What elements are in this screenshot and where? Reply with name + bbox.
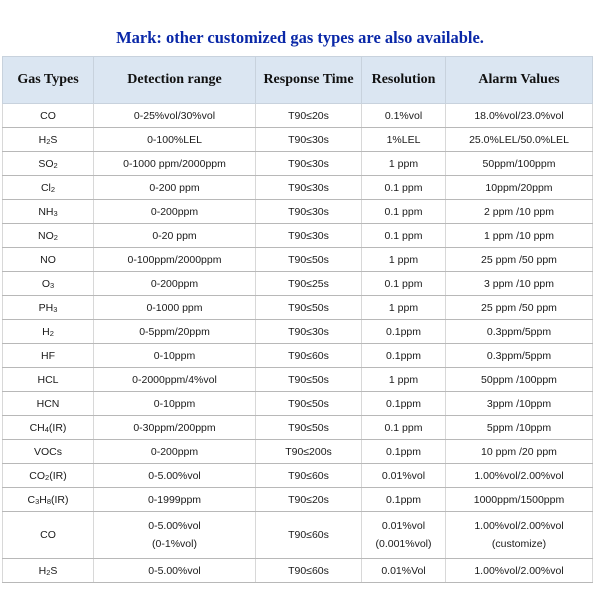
gas-formula-text: S [50, 564, 58, 577]
gas-type-cell [3, 176, 94, 200]
alarm-values-cell-line: (customize) [491, 538, 547, 550]
gas-type-cell [3, 248, 94, 272]
table-row [3, 392, 593, 416]
gas-type-cell [3, 272, 94, 296]
alarm-values-cell [446, 512, 593, 559]
detection-range-cell [94, 392, 256, 416]
resolution-cell-line: 0.1 ppm [384, 205, 423, 218]
resolution-cell-line: 0.1 ppm [384, 277, 423, 290]
detection-range-cell [94, 248, 256, 272]
gas-formula-text: H [42, 325, 50, 338]
table-row [3, 368, 593, 392]
gas-formula-text: (IR) [49, 469, 67, 482]
detection-range-cell [94, 416, 256, 440]
gas-type-cell [3, 512, 94, 559]
detection-range-cell [94, 344, 256, 368]
gas-formula-subscript: 2 [50, 184, 56, 194]
gas-formula-text: NH [38, 205, 54, 218]
gas-formula-text: (IR) [51, 493, 69, 506]
gas-formula-subscript: 3 [35, 496, 40, 506]
detection-range-cell-line: 0-1999ppm [147, 493, 202, 506]
gas-formula-text: CO [40, 529, 56, 541]
alarm-values-cell [446, 104, 593, 128]
detection-range-cell-line: 0-1000 ppm [146, 301, 203, 314]
detection-range-cell [94, 224, 256, 248]
gas-type-cell [3, 200, 94, 224]
detection-range-cell [94, 296, 256, 320]
table-row [3, 488, 593, 512]
alarm-values-cell [446, 272, 593, 296]
resolution-cell-line: 0.1 ppm [384, 181, 423, 194]
alarm-values-cell [446, 152, 593, 176]
gas-type-cell [3, 440, 94, 464]
alarm-values-cell [446, 320, 593, 344]
detection-range-cell [94, 104, 256, 128]
resolution-cell-line: 0.1ppm [385, 325, 422, 338]
gas-formula-subscript: 2 [46, 567, 51, 577]
alarm-values-cell-line: 3 ppm /10 ppm [483, 277, 555, 290]
alarm-values-cell [446, 559, 593, 583]
table-row [3, 320, 593, 344]
gas-type-cell [3, 224, 94, 248]
resolution-cell [362, 368, 446, 392]
alarm-values-cell [446, 368, 593, 392]
resolution-cell [362, 104, 446, 128]
gas-formula-subscript: 8 [46, 496, 52, 506]
detection-range-cell-line: 0-25%vol/30%vol [133, 109, 216, 122]
gas-formula-text: H [38, 564, 47, 577]
resolution-cell [362, 559, 446, 583]
response-time-cell: T90≤60s [256, 512, 362, 559]
page-note: Mark: other customized gas types are also available. [116, 28, 484, 47]
detection-range-cell-line: 0-5.00%vol [148, 469, 201, 482]
resolution-cell [362, 320, 446, 344]
table-body [3, 104, 593, 583]
header-resolution: Resolution [362, 57, 446, 104]
gas-type-cell [3, 344, 94, 368]
header-response-time: Response Time [256, 57, 362, 104]
gas-formula-text: CH [29, 421, 45, 434]
gas-type-cell [3, 296, 94, 320]
resolution-cell [362, 176, 446, 200]
detection-range-cell-line: 0-10ppm [153, 397, 196, 410]
detection-range-cell-line: 0-2000ppm/4%vol [132, 373, 217, 386]
gas-formula-text: PH [38, 301, 54, 314]
resolution-cell-line: 0.01%vol [381, 469, 426, 482]
resolution-cell-line: 0.1ppm [385, 349, 422, 362]
detection-range-cell [94, 200, 256, 224]
detection-range-cell-line: 0-5.00%vol [148, 564, 201, 577]
gas-formula-text: (IR) [48, 421, 67, 434]
resolution-cell [362, 488, 446, 512]
resolution-cell-line: 1 ppm [388, 301, 419, 314]
response-time-cell: T90≤50s [256, 248, 362, 272]
gas-formula-text: HF [41, 349, 55, 362]
resolution-cell-line: 1%LEL [386, 133, 421, 146]
resolution-cell-line: 0.1%vol [384, 109, 423, 122]
gas-formula-subscript: 2 [46, 136, 51, 146]
detection-range-cell [94, 512, 256, 559]
resolution-cell-line: 0.01%Vol [381, 564, 426, 577]
resolution-cell [362, 344, 446, 368]
alarm-values-cell [446, 224, 593, 248]
alarm-values-cell-line: 18.0%vol/23.0%vol [474, 109, 564, 122]
response-time-cell: T90≤60s [256, 464, 362, 488]
detection-range-cell-line: 0-5.00%vol [148, 520, 201, 532]
alarm-values-cell-line: 25 ppm /50 ppm [481, 301, 557, 314]
response-time-cell: T90≤20s [256, 488, 362, 512]
table-row [3, 128, 593, 152]
gas-formula-text: NO [38, 229, 54, 242]
resolution-cell-line: 1 ppm [388, 253, 419, 266]
detection-range-cell [94, 464, 256, 488]
detection-range-cell [94, 272, 256, 296]
detection-range-cell [94, 368, 256, 392]
resolution-cell [362, 416, 446, 440]
table-header-row [3, 57, 593, 104]
response-time-cell: T90≤60s [256, 344, 362, 368]
alarm-values-cell [446, 176, 593, 200]
detection-range-cell-line: 0-200ppm [150, 445, 199, 458]
gas-formula-subscript: 3 [50, 280, 55, 290]
gas-type-cell [3, 488, 94, 512]
header-alarm-values: Alarm Values [446, 57, 593, 104]
resolution-cell-line: 0.1ppm [385, 445, 422, 458]
response-time-cell: T90≤50s [256, 392, 362, 416]
response-time-cell: T90≤50s [256, 296, 362, 320]
resolution-cell-line: 0.1 ppm [384, 421, 423, 434]
alarm-values-cell [446, 248, 593, 272]
alarm-values-cell-line: 3ppm /10ppm [486, 397, 552, 410]
response-time-cell: T90≤30s [256, 176, 362, 200]
resolution-cell [362, 464, 446, 488]
alarm-values-cell [446, 296, 593, 320]
resolution-cell-line: 1 ppm [388, 157, 419, 170]
detection-range-cell-line: (0-1%vol) [152, 538, 197, 550]
resolution-cell-line: (0.001%vol) [375, 538, 432, 550]
table-row [3, 440, 593, 464]
gas-formula-text: O [41, 277, 50, 290]
response-time-cell: T90≤50s [256, 368, 362, 392]
resolution-cell [362, 248, 446, 272]
gas-formula-text: CO [40, 109, 56, 122]
alarm-values-cell [446, 128, 593, 152]
gas-type-cell [3, 392, 94, 416]
alarm-values-cell [446, 440, 593, 464]
detection-range-cell [94, 488, 256, 512]
alarm-values-cell [446, 488, 593, 512]
resolution-cell-line: 1 ppm [388, 373, 419, 386]
alarm-values-cell [446, 464, 593, 488]
resolution-cell [362, 272, 446, 296]
detection-range-cell [94, 152, 256, 176]
alarm-values-cell [446, 200, 593, 224]
detection-range-cell [94, 440, 256, 464]
gas-type-cell [3, 152, 94, 176]
response-time-cell: T90≤50s [256, 416, 362, 440]
gas-formula-text: NO [40, 253, 56, 266]
gas-formula-text: VOCs [33, 445, 62, 458]
gas-formula-subscript: 2 [49, 328, 54, 338]
table-row [3, 559, 593, 583]
detection-range-cell-line: 0-200 ppm [149, 181, 200, 194]
gas-formula-subscript: 2 [45, 472, 50, 482]
resolution-cell [362, 392, 446, 416]
gas-spec-table [2, 56, 593, 583]
header-detection-range: Detection range [94, 57, 256, 104]
gas-formula-subscript: 2 [53, 160, 58, 170]
gas-type-cell [3, 464, 94, 488]
detection-range-cell [94, 559, 256, 583]
detection-range-cell-line: 0-5ppm/20ppm [139, 325, 210, 338]
response-time-cell: T90≤25s [256, 272, 362, 296]
alarm-values-cell-line: 0.3ppm/5ppm [486, 325, 552, 338]
gas-formula-subscript: 3 [53, 208, 58, 218]
response-time-cell: T90≤30s [256, 128, 362, 152]
resolution-cell-line: 0.1ppm [385, 397, 422, 410]
table-row [3, 248, 593, 272]
gas-formula-subscript: 2 [53, 232, 58, 242]
header-gas-types: Gas Types [3, 57, 94, 104]
detection-range-cell [94, 128, 256, 152]
detection-range-cell [94, 320, 256, 344]
table-row [3, 296, 593, 320]
detection-range-cell-line: 0-100%LEL [147, 133, 202, 146]
gas-type-cell [3, 128, 94, 152]
response-time-cell: T90≤30s [256, 200, 362, 224]
table-row [3, 464, 593, 488]
table-row [3, 200, 593, 224]
detection-range-cell-line: 0-100ppm/2000ppm [127, 253, 222, 266]
alarm-values-cell-line: 10 ppm /20 ppm [481, 445, 557, 458]
alarm-values-cell-line: 1.00%vol/2.00%vol [474, 469, 564, 482]
detection-range-cell-line: 0-30ppm/200ppm [133, 421, 216, 434]
gas-formula-subscript: 4 [44, 424, 49, 434]
table-row [3, 416, 593, 440]
alarm-values-cell [446, 344, 593, 368]
resolution-cell-line: 0.01%vol [381, 520, 426, 532]
alarm-values-cell-line: 2 ppm /10 ppm [483, 205, 555, 218]
response-time-cell: T90≤60s [256, 559, 362, 583]
gas-formula-subscript: 3 [53, 304, 58, 314]
detection-range-cell [94, 176, 256, 200]
table-row [3, 272, 593, 296]
detection-range-cell-line: 0-200ppm [150, 205, 199, 218]
gas-type-cell [3, 320, 94, 344]
gas-type-cell [3, 559, 94, 583]
resolution-cell [362, 440, 446, 464]
gas-type-cell [3, 416, 94, 440]
table-row [3, 104, 593, 128]
alarm-values-cell-line: 50ppm/100ppm [482, 157, 556, 170]
alarm-values-cell-line: 10ppm/20ppm [485, 181, 553, 194]
response-time-cell: T90≤30s [256, 224, 362, 248]
gas-formula-text: SO [38, 157, 54, 170]
gas-formula-text: Cl [40, 181, 51, 194]
alarm-values-cell-line: 50ppm /100ppm [481, 373, 557, 386]
alarm-values-cell-line: 1 ppm /10 ppm [483, 229, 555, 242]
detection-range-cell-line: 0-20 ppm [152, 229, 197, 242]
resolution-cell [362, 296, 446, 320]
gas-formula-text: H [38, 133, 47, 146]
resolution-cell [362, 152, 446, 176]
alarm-values-cell [446, 392, 593, 416]
alarm-values-cell-line: 1000ppm/1500ppm [473, 493, 565, 506]
detection-range-cell-line: 0-10ppm [153, 349, 196, 362]
table-row [3, 344, 593, 368]
alarm-values-cell-line: 25.0%LEL/50.0%LEL [469, 133, 569, 146]
gas-formula-text: H [39, 493, 47, 506]
response-time-cell: T90≤20s [256, 104, 362, 128]
table-row [3, 512, 593, 559]
alarm-values-cell-line: 0.3ppm/5ppm [486, 349, 552, 362]
resolution-cell-line: 0.1ppm [385, 493, 422, 506]
gas-formula-text: HCN [36, 397, 60, 410]
response-time-cell: T90≤30s [256, 152, 362, 176]
resolution-cell-line: 0.1 ppm [384, 229, 423, 242]
gas-type-cell [3, 368, 94, 392]
gas-type-cell [3, 104, 94, 128]
alarm-values-cell [446, 416, 593, 440]
resolution-cell [362, 224, 446, 248]
gas-formula-text: CO [29, 469, 46, 482]
gas-formula-text: S [50, 133, 58, 146]
response-time-cell: T90≤30s [256, 320, 362, 344]
alarm-values-cell-line: 1.00%vol/2.00%vol [474, 520, 564, 532]
resolution-cell [362, 512, 446, 559]
table-row [3, 176, 593, 200]
detection-range-cell-line: 0-200ppm [150, 277, 199, 290]
gas-formula-text: HCL [37, 373, 59, 386]
response-time-cell: T90≤200s [256, 440, 362, 464]
detection-range-cell-line: 0-1000 ppm/2000ppm [123, 157, 226, 170]
gas-formula-text: C [27, 493, 36, 506]
table-row [3, 224, 593, 248]
resolution-cell [362, 128, 446, 152]
alarm-values-cell-line: 1.00%vol/2.00%vol [474, 564, 564, 577]
table-row [3, 152, 593, 176]
alarm-values-cell-line: 25 ppm /50 ppm [481, 253, 557, 266]
alarm-values-cell-line: 5ppm /10ppm [486, 421, 552, 434]
resolution-cell [362, 200, 446, 224]
